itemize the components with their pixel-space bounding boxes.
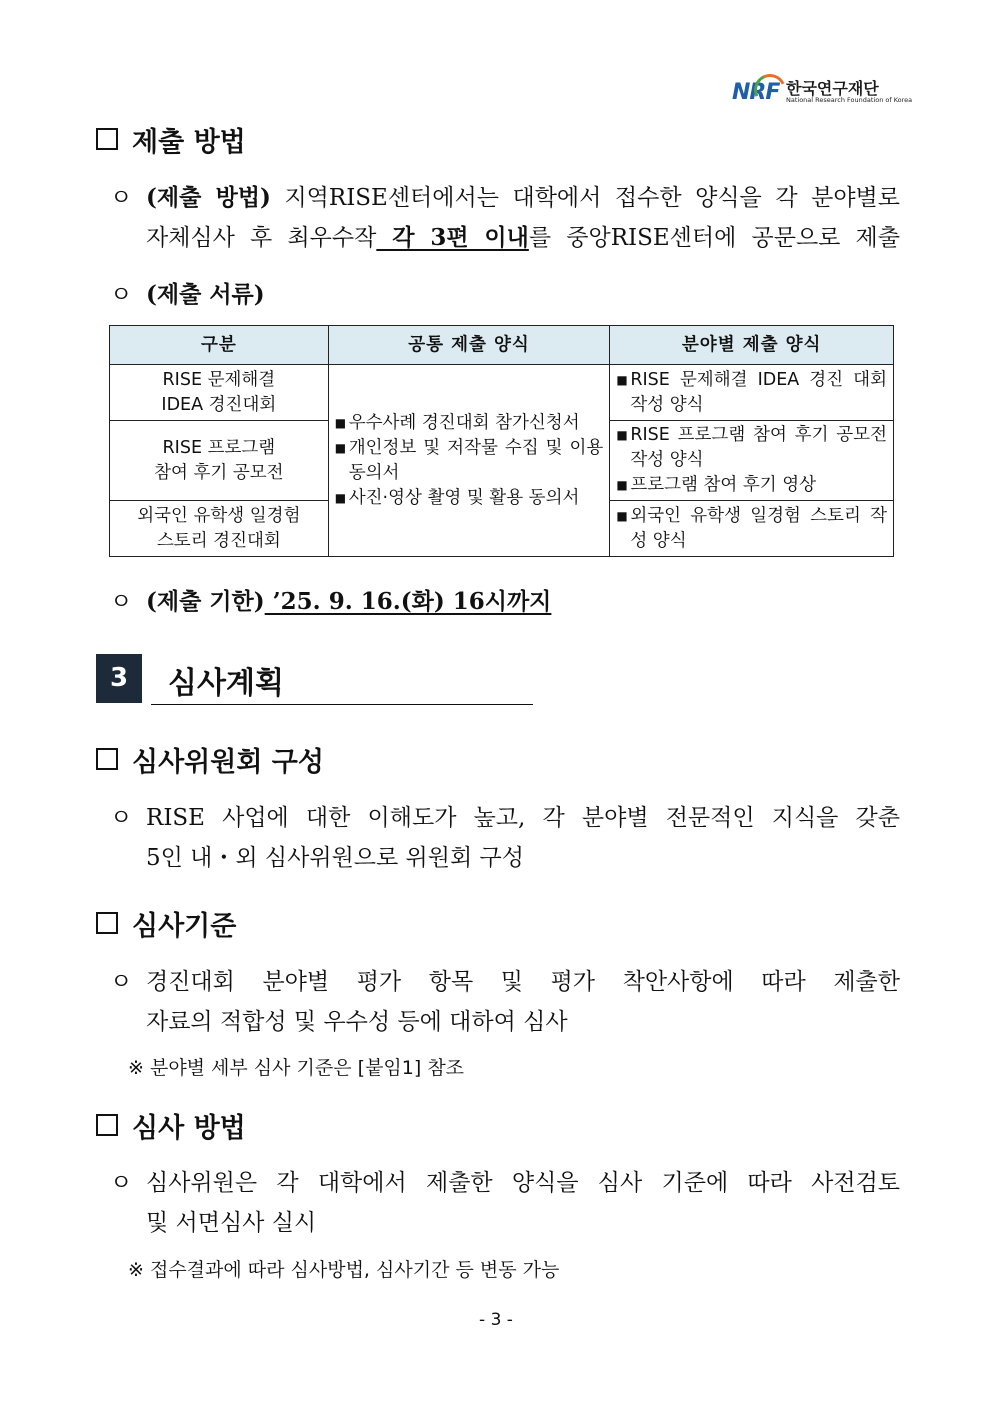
page-number: - 3 -	[479, 1310, 513, 1330]
table-header: 구분	[110, 326, 329, 365]
committee-item: ㅇ RISE 사업에 대한 이해도가 높고, 각 분야별 전문적인 지식을 갖춘 5인 내・외 심사위원으로 위원회 구성	[110, 805, 900, 871]
heading-criteria: 심사기준	[96, 904, 236, 943]
table-cell-field-forms: ■ 외국인 유학생 일경험 스토리 작성 양식	[610, 501, 894, 557]
submission-deadline: ㅇ (제출 기한) ’25. 9. 16.(화) 16시까지	[110, 588, 552, 615]
table-cell-category: RISE 문제해결 IDEA 경진대회	[110, 365, 329, 421]
heading-submission-method: 제출 방법	[96, 120, 246, 159]
submission-docs-table	[109, 325, 894, 557]
submission-method-item: ㅇ (제출 방법) 지역RISE센터에서는 대학에서 접수한 양식을 각 분야별로 자체심사 후 최우수작 각 3편 이내를 중앙RISE센터에 공문으로 제출	[110, 178, 900, 258]
submission-docs-label: ㅇ (제출 서류)	[110, 281, 265, 308]
review-method-note: ※ 접수결과에 따라 심사방법, 심사기간 등 변동 가능	[128, 1259, 560, 1281]
section-number: 3	[96, 654, 142, 703]
checkbox-icon	[96, 128, 118, 150]
section-underline	[151, 704, 533, 705]
table-cell-category: 외국인 유학생 일경험 스토리 경진대회	[110, 501, 329, 557]
table-header: 공통 제출 양식	[328, 326, 610, 365]
checkbox-icon	[96, 912, 118, 934]
logo-abbr: NRF	[732, 80, 780, 105]
logo-korean: 한국연구재단	[786, 79, 879, 98]
criteria-note: ※ 분야별 세부 심사 기준은 [붙임1] 참조	[128, 1057, 465, 1079]
section-title: 심사계획	[168, 666, 284, 701]
logo-english: National Research Foundation of Korea	[786, 96, 913, 104]
checkbox-icon	[96, 1114, 118, 1136]
table-cell-category: RISE 프로그램 참여 후기 공모전	[110, 421, 329, 501]
bullet-mark: ㅇ	[110, 185, 133, 211]
heading-committee: 심사위원회 구성	[96, 740, 324, 779]
criteria-item: ㅇ 경진대회 분야별 평가 항목 및 평가 착안사항에 따라 제출한 자료의 적합성 및 우수성 등에 대하여 심사	[110, 969, 900, 1035]
checkbox-icon	[96, 748, 118, 770]
review-method-item: ㅇ 심사위원은 각 대학에서 제출한 양식을 심사 기준에 따라 사전검토 및 서면심사 실시	[110, 1170, 900, 1236]
table-cell-common-forms: ■ 우수사례 경진대회 참가신청서 ■ 개인정보 및 저작물 수집 및 이용 동의서 ■ 사진·영상 촬영 및 활용 동의서	[328, 365, 610, 557]
table-cell-field-forms: ■ RISE 문제해결 IDEA 경진 대회 작성 양식	[610, 365, 894, 421]
heading-review-method: 심사 방법	[96, 1106, 246, 1145]
nrf-logo	[732, 74, 913, 110]
table-cell-field-forms: ■ RISE 프로그램 참여 후기 공모전 작성 양식 ■ 프로그램 참여 후기 영상	[610, 421, 894, 501]
table-header: 분야별 제출 양식	[610, 326, 894, 365]
